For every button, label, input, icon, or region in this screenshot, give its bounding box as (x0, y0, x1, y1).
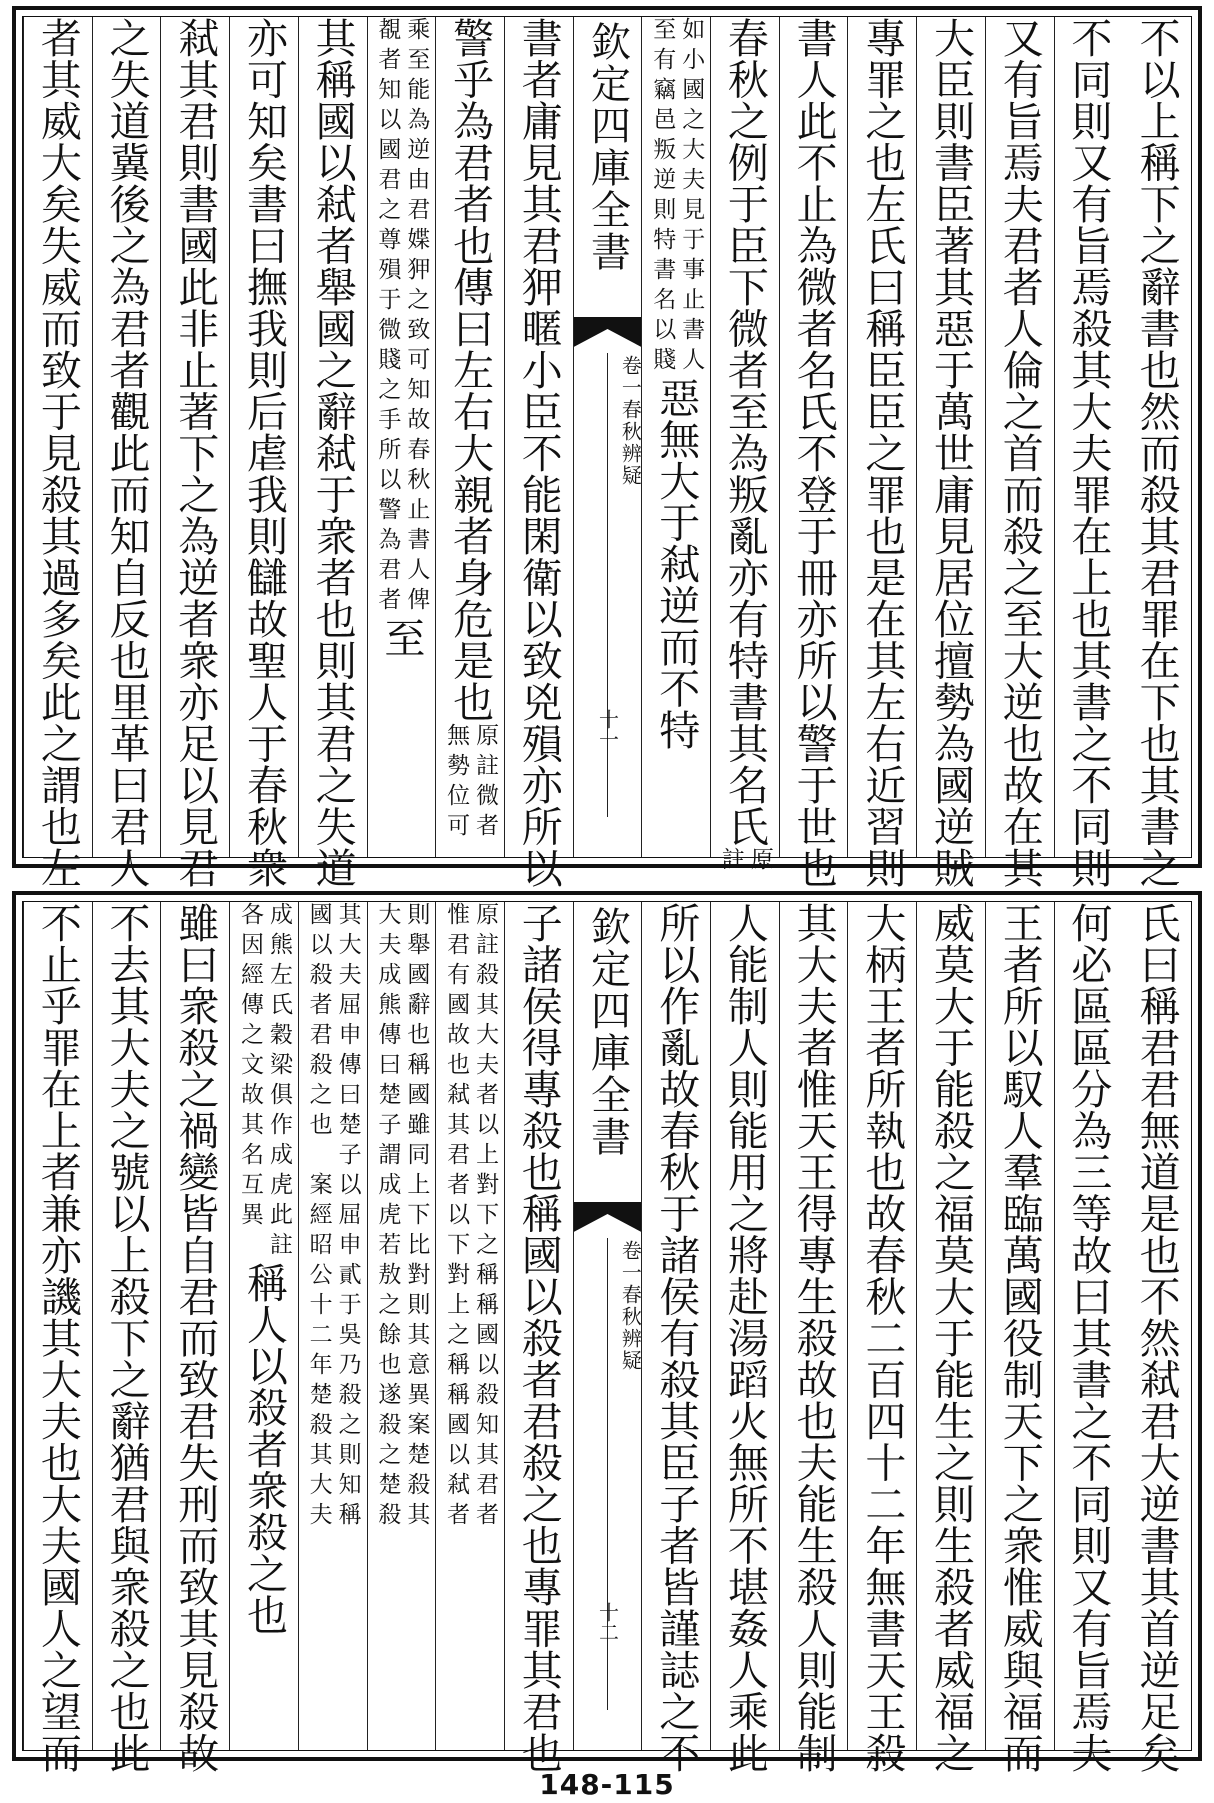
commentary-left: 至有竊邑叛逆則特書名以賤 (649, 17, 676, 377)
text-column (298, 902, 367, 1750)
text-column (92, 902, 161, 1774)
note-right: 原 (746, 847, 773, 877)
text-column (160, 902, 229, 1774)
commentary-right: 原註微者 (472, 722, 499, 843)
main-text: 稱人以殺者衆殺之也 (239, 1262, 288, 1636)
header-book (574, 355, 642, 487)
main-text: 不以上稱下之辭書也然而殺其君罪在下也其書之 (1132, 17, 1181, 889)
main-text: 大臣則書臣著其惡于萬世庸見居位擅勢為國逆賊 (927, 17, 976, 889)
main-text: 人能制人則能用之將赴湯蹈火無所不堪姦人乘此 (720, 902, 769, 1774)
fishtail-mark (574, 317, 642, 347)
text-column (1122, 902, 1191, 1774)
header-column (573, 902, 642, 1750)
volume-label: 卷一 (618, 355, 643, 399)
commentary-left: 大夫成熊傳曰楚子謂成虎若敖之餘也遂殺之楚殺 (374, 902, 401, 1532)
text-column (229, 17, 298, 889)
commentary-double-line (442, 723, 498, 843)
text-column (435, 902, 504, 1750)
commentary-right: 則舉國辭也稱國雖同上下比對則其意異案楚殺其 (403, 902, 430, 1532)
commentary-right: 成熊左氏穀梁俱作成虎此註 (265, 902, 292, 1262)
text-column (779, 902, 848, 1774)
header-title: 欽定四庫全書 (584, 21, 631, 273)
header-column (573, 17, 642, 857)
annotation-note (717, 847, 773, 877)
commentary-double-line (236, 902, 292, 1262)
text-column (710, 902, 779, 1774)
book-name: 春秋辨疑 (618, 1284, 643, 1372)
volume-label: 卷一 (618, 1240, 643, 1284)
main-text: 子諸侯得專殺也稱國以殺者君殺之也專罪其君也 (514, 902, 563, 1774)
commentary-right: 其大夫屈申傳曰楚子以屈申貳于吳乃殺之則知稱 (334, 902, 361, 1532)
main-text: 何必區區分為三等故曰其書之不同則又有旨焉夫 (1064, 902, 1113, 1774)
main-text: 氏曰稱君君無道是也不然弒君大逆書其首逆足矣 (1132, 902, 1181, 1774)
fishtail-mark (574, 1202, 642, 1232)
main-text: 者其威大矣失威而致于見殺其過多矣此之謂也左 (33, 17, 82, 889)
main-text: 惡無大于弒逆而不特 (652, 377, 701, 751)
text-column (367, 17, 436, 857)
text-column (229, 902, 298, 1750)
text-column (1054, 902, 1123, 1774)
main-text: 又有旨焉夫君者人倫之首而殺之至大逆也故在其 (995, 17, 1044, 889)
main-text: 書者庸見其君狎暱小臣不能閑衛以致兇殞亦所以 (514, 17, 563, 889)
main-text: 亦可知矣書曰撫我則后虐我則讎故聖人于春秋衆 (239, 17, 288, 889)
main-text: 弒其君則書國此非止著下之為逆者衆亦足以見君 (171, 17, 220, 889)
text-column (1122, 17, 1191, 889)
commentary-right: 原註殺其大夫者以上對下之稱稱國以殺知其君者 (472, 902, 499, 1532)
folio-number: 十一 (595, 709, 620, 749)
commentary-double-line (299, 902, 367, 1750)
main-text: 不止乎罪在上者兼亦譏其大夫也大夫國人之望而 (33, 902, 82, 1774)
main-text: 書人此不止為微者名氏不登于冊亦所以警于世也 (789, 17, 838, 889)
text-column (435, 17, 504, 857)
main-text: 王者所以馭人羣臨萬國役制天下之衆惟威與福而 (995, 902, 1044, 1774)
main-text: 雖曰衆殺之禍變皆自君而致君失刑而致其見殺故 (171, 902, 220, 1774)
page-number: 148-115 (539, 1768, 675, 1801)
main-text: 不同則又有旨焉殺其大夫罪在上也其書之不同則 (1064, 17, 1113, 889)
text-column (92, 17, 161, 889)
header-book (574, 1240, 642, 1372)
main-text: 春秋之例于臣下微者至為叛亂亦有特書其名氏 (720, 17, 769, 847)
main-text: 其大夫者惟天王得專生殺故也夫能生殺人則能制 (789, 902, 838, 1774)
commentary-right: 乘至能為逆由君媟狎之致可知故春秋止書人俾 (403, 17, 430, 617)
commentary-left: 無勢位可 (443, 722, 470, 843)
book-name: 春秋辨疑 (618, 399, 643, 487)
commentary-left: 覩者知以國君之尊殞于微賤之手所以警為君者 (374, 17, 401, 617)
main-text: 至 (377, 617, 426, 659)
main-text: 不去其大夫之號以上殺下之辭猶君與衆殺之也此 (102, 902, 151, 1774)
main-text: 警乎為君者也傳曰左右大親者身危是也 (446, 17, 495, 723)
commentary-left: 國以殺者君殺之也 案經昭公十二年楚殺其大夫 (305, 902, 332, 1532)
bottom-folio-panel (12, 891, 1202, 1774)
text-column (367, 902, 436, 1750)
text-column (298, 17, 367, 889)
main-text: 之失道冀後之為君者觀此而知自反也里革曰君人 (102, 17, 151, 889)
main-text: 所以作亂故春秋于諸侯有殺其臣子者皆謹誌之不 (652, 902, 701, 1774)
commentary-left: 惟君有國故也弒其君者以下對上之稱稱國以弒者 (443, 902, 470, 1532)
text-column (641, 902, 710, 1774)
bottom-text-frame (22, 901, 1192, 1774)
top-folio-panel (12, 6, 1202, 889)
text-column (504, 902, 573, 1774)
text-column (1054, 17, 1123, 889)
text-column (23, 17, 92, 889)
text-column (641, 17, 710, 857)
text-column (504, 17, 573, 889)
text-column (916, 902, 985, 1774)
note-left: 註 (717, 847, 744, 877)
text-column (985, 17, 1054, 889)
commentary-double-line (648, 17, 704, 377)
commentary-left: 各因經傳之文故其名互異 (236, 902, 263, 1232)
text-column (710, 17, 779, 877)
text-column (985, 902, 1054, 1774)
main-text: 專罪之也左氏曰稱臣臣之罪也是在其左右近習則 (858, 17, 907, 889)
text-column (160, 17, 229, 889)
folio-number: 十二 (595, 1602, 620, 1642)
main-text: 大柄王者所執也故春秋二百四十二年無書天王殺 (858, 902, 907, 1774)
text-column (779, 17, 848, 889)
text-column (23, 902, 92, 1774)
text-column (847, 17, 916, 889)
header-title: 欽定四庫全書 (584, 906, 631, 1158)
text-column (847, 902, 916, 1774)
commentary-right: 如小國之大夫見于事止書人 (678, 17, 705, 377)
main-text: 其稱國以弒者舉國之辭弒于衆者也則其君之失道 (308, 17, 357, 889)
commentary-double-line (373, 17, 429, 617)
main-text: 威莫大于能殺之福莫大于能生之則生殺者威福之 (927, 902, 976, 1774)
commentary-double-line (436, 902, 504, 1750)
text-column (916, 17, 985, 889)
commentary-double-line (368, 902, 436, 1750)
top-text-frame (22, 16, 1192, 889)
